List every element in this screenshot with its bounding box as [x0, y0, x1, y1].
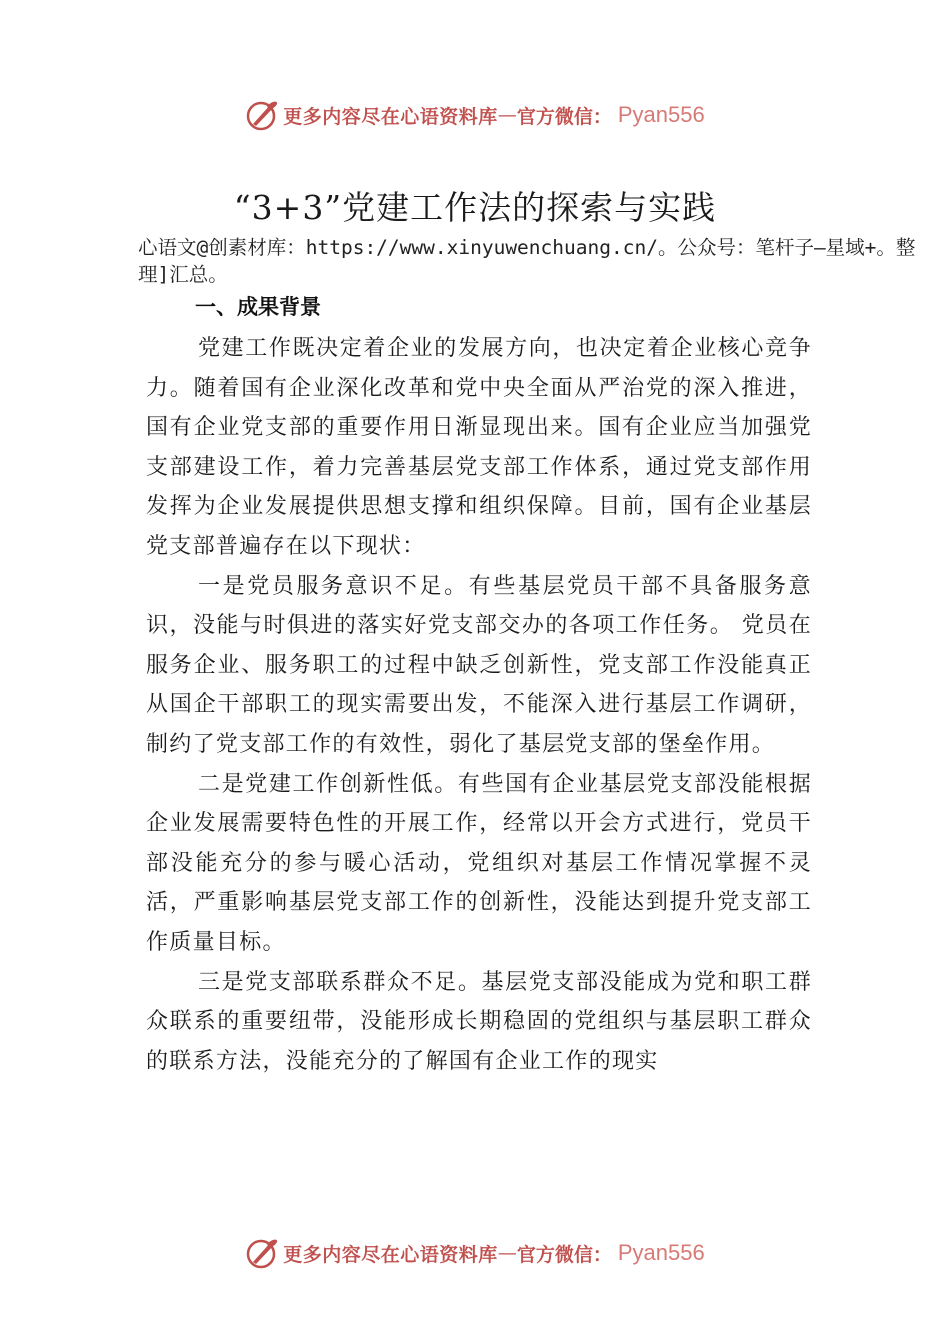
paragraph: 三是党支部联系群众不足。基层党支部没能成为党和职工群众联系的重要纽带，没能形成长期稳固的党组织与基层职工群众的联系方法，没能充分的了解国有企业工作的现实 — [146, 969, 812, 1074]
footer-banner — [0, 1231, 950, 1275]
document-title: “3+3”党建工作法的探索与实践 — [233, 188, 717, 227]
paragraph: 党建工作既决定着企业的发展方向，也决定着企业核心竞争力。随着国有企业深化改革和党中央全面从严治党的深入推进，国有企业党支部的重要作用日渐显现出来。国有企业应当加强党支部建设工作，着力完善基层党支部工作体系，通过党支部作用发挥为企业发展提供思想支撑和组织保障。目前，国有企业基层党支部普遍存在以下现状： — [146, 336, 812, 559]
banner-dash: — — [497, 1242, 517, 1264]
source-line: 心语文@创素材库：https://www.xinyuwenchuang.cn/。公众号：笔杆子—星域+。整理]汇总。 — [138, 236, 916, 286]
banner-wechat-label: 官方微信： — [516, 105, 612, 128]
section-heading: 一、成果背景 — [195, 295, 321, 319]
banner-wechat-id: Pyan556 — [617, 1240, 705, 1265]
quill-pen-logo-icon — [245, 1236, 279, 1270]
banner-wechat-label: 官方微信： — [516, 1243, 612, 1266]
banner-dash: — — [497, 104, 517, 126]
paragraph: 一是党员服务意识不足。有些基层党员干部不具备服务意识，没能与时俱进的落实好党支部交办的各项工作任务。 党员在服务企业、服务职工的过程中缺乏创新性，党支部工作没能真正从国企干部职工的现实需要出发，不能深入进行基层工作调研，制约了党支部工作的有效性，弱化了基层党支部的堡垒作用。 — [146, 573, 812, 757]
header-banner — [0, 93, 950, 137]
document-body — [146, 329, 812, 1081]
paragraph: 二是党建工作创新性低。有些国有企业基层党支部没能根据企业发展需要特色性的开展工作，经常以开会方式进行，党员干部没能充分的参与暖心活动，党组织对基层工作情况掌握不灵活，严重影响基层党支部工作的创新性，没能达到提升党支部工作质量目标。 — [146, 771, 812, 955]
banner-promo-text: 更多内容尽在心语资料库 — [283, 1243, 498, 1266]
banner-promo-text: 更多内容尽在心语资料库 — [283, 105, 498, 128]
banner-wechat-id: Pyan556 — [617, 102, 705, 127]
quill-pen-logo-icon — [245, 98, 279, 132]
